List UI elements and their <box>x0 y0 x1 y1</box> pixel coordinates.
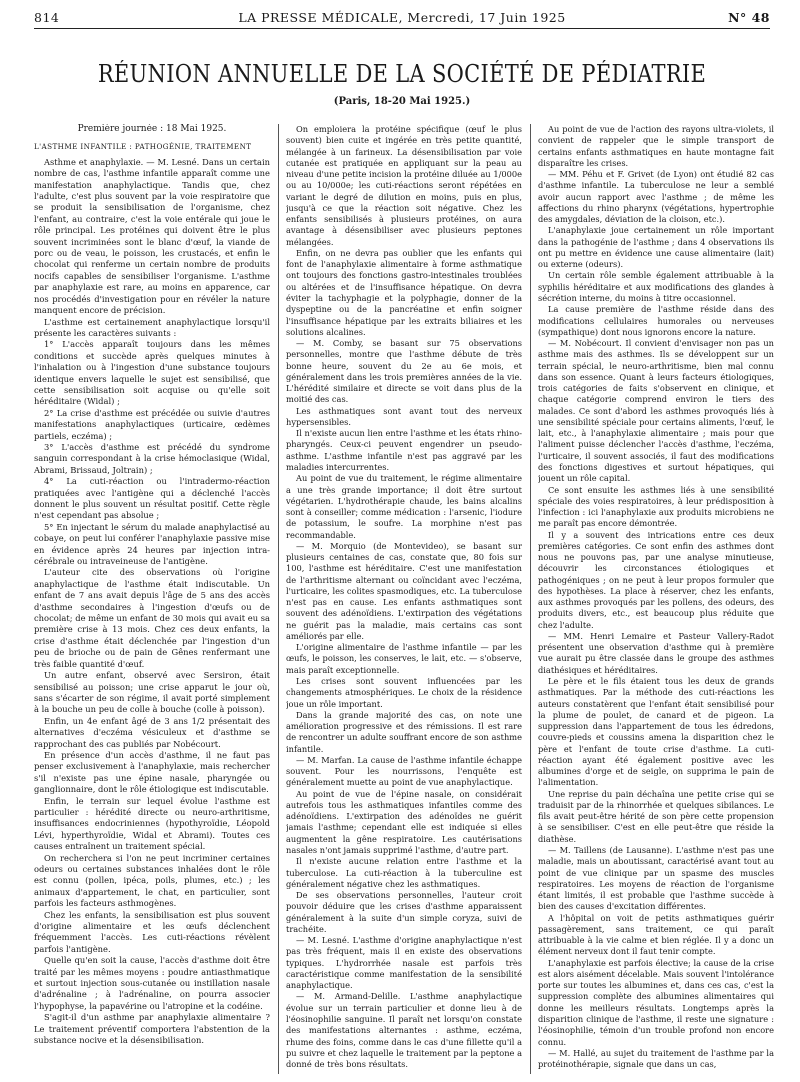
text-column-2 <box>286 124 522 1074</box>
paragraph: — M. Taillens (de Lausanne). L'asthme n'est pas une maladie, mais un aboutissant, caractérisé avant tout au point de vue clinique par un spasme des muscles respiratoires. Les moyens de réaction de l'organisme étant limités, il est probable que l'asthme succède à bien des causes d'excitation différentes. <box>538 845 774 912</box>
paragraph: 4° La cuti-réaction ou l'intradermo-réaction pratiquées avec l'antigène qui a déclenché l'accès donnent le plus souvent un résultat positif. Cette règle n'est cependant pas absolue ; <box>34 476 270 521</box>
paragraph: — M. Morquio (de Montevideo), se basant sur plusieurs centaines de cas, constate que, 80 fois sur 100, l'asthme est héréditaire. C'est une manifestation de l'arthritisme alternant ou coïncidant avec l'eczéma, l'urticaire, les colites spasmodiques, etc. La tuberculose n'est pas en cause. Les enfants asthmatiques sont souvent des adénoïdiens. L'extirpation des végétations ne guérit pas la maladie, mais certains cas sont améliorés par elle. <box>286 540 522 641</box>
article-title: RÉUNION ANNUELLE DE LA SOCIÉTÉ DE PÉDIATRIE <box>97 60 707 88</box>
paragraph: Les crises sont souvent influencées par les changements atmosphériques. Le choix de la résidence joue un rôle important. <box>286 676 522 709</box>
paragraph: Dans la grande majorité des cas, on note une amélioration progressive et des rémissions. Il est rare de rencontrer un adulte souffrant encore de son asthme infantile. <box>286 709 522 754</box>
paragraph: L'auteur cite des observations où l'origine anaphylactique de l'asthme était indiscutable. Un enfant de 7 ans avait depuis l'âge de 5 ans des accès d'asthme secondaires à l'ingestion d'œufs ou de chocolat; de même un enfant de 30 mois qui avait eu sa première crise à 13 mois. Chez ces deux enfants, la crise d'asthme était déclenchée par l'ingestion d'un peu de brioche ou de pain de Gênes renfermant une très faible quantité d'œuf. <box>34 567 270 669</box>
paragraph: — MM. Henri Lemaire et Pasteur Vallery-Radot présentent une observation d'asthme qui à première vue aurait pu être classée dans le groupe des asthmes diathésiques et héréditaires. <box>538 630 774 675</box>
paragraph: 5° En injectant le sérum du malade anaphylactisé au cobaye, on peut lui conférer l'anaphylaxie passive mise en évidence après 24 heures par injection intra-cérébrale ou intraveineuse de l'antigène. <box>34 521 270 567</box>
paragraph: On emploiera la protéine spécifique (œuf le plus souvent) bien cuite et ingérée en très petite quantité, mélangée à un farineux. La désensibilisation par voie cutanée est pratiquée en appliquant sur la peau au niveau d'une petite incision la protéine diluée au 1/000e ou au 10/000e; les cuti-réactions seront répétées en variant le degré de dilution en moins, puis en plus, jusqu'à ce que la réaction soit négative. Chez les enfants sensibilisés à plusieurs protéines, on aura avantage à désensibiliser avec plusieurs peptones mélangées. <box>286 124 522 247</box>
text-column-1 <box>34 124 270 1074</box>
paragraph: Enfin, le terrain sur lequel évolue l'asthme est particulier : hérédité directe ou neuro-arthritisme, insuffisances endocriniennes (hypothyroïdie, Léopold Lévi, hyperthyroïdie, Widal et Abrami). Toutes ces causes entraînent un traitement spécial. <box>34 795 270 852</box>
paragraph: En présence d'un accès d'asthme, il ne faut pas penser exclusivement à l'anaphylaxie, mais rechercher s'il n'existe pas une épine nasale, pharyngée ou ganglionnaire, dont le rôle étiologique est indiscutable. <box>34 749 270 795</box>
paragraph: S'agit-il d'un asthme par anaphylaxie alimentaire ? Le traitement préventif comportera l'abstention de la substance nocive et la désensibilisation. <box>34 1012 270 1046</box>
section-title: L'ASTHME INFANTILE : PATHOGÉNIE, TRAITEMENT <box>34 142 252 152</box>
paragraph: — MM. Péhu et F. Grivet (de Lyon) ont étudié 82 cas d'asthme infantile. La tuberculose ne leur a semblé avoir aucun rapport avec l'asthme ; de même les affections du rhino pharynx (végétations, hypertrophie des amygdales, déviation de la cloison, etc.). <box>538 169 774 225</box>
column-rule <box>530 124 531 1074</box>
paragraph: 1° L'accès apparaît toujours dans les mêmes conditions et succède après quelques minutes à l'inhalation ou à l'ingestion d'une substance toujours identique envers laquelle le sujet est sensibilisé, que cette sensibilisation soit acquise ou qu'elle soit héréditaire (Widal) ; <box>34 339 270 407</box>
paragraph: 2° La crise d'asthme est précédée ou suivie d'autres manifestations anaphylactiques (urticaire, œdèmes partiels, eczéma) ; <box>34 407 270 441</box>
paragraph: De ses observations personnelles, l'auteur croit pouvoir déduire que les crises d'asthme apparaissent généralement à la suite d'un simple coryza, suivi de trachéite. <box>286 890 522 934</box>
paragraph: Au point de vue de l'action des rayons ultra-violets, il convient de rappeler que le simple transport de certains enfants asthmatiques en haute montagne fait disparaître les crises. <box>538 124 774 168</box>
paragraph: Un autre enfant, observé avec Sersiron, était sensibilisé au poisson; une crise apparut le jour où, sans s'écarter de son régime, il avait porté simplement à la bouche un peu de colle à bouche (colle à poisson). <box>34 670 270 715</box>
paragraph: L'anaphylaxie joue certainement un rôle important dans la pathogénie de l'asthme ; dans 4 observations ils ont pu mettre en évidence une cause alimentaire (lait) ou externe (odeurs). <box>538 225 774 270</box>
header-rule <box>34 28 770 29</box>
paragraph: Il n'existe aucun lien entre l'asthme et les états rhino-pharyngés. Ceux-ci peuvent engendrer un pseudo-asthme. L'asthme infantile n'est pas aggravé par les maladies intercurrentes. <box>286 428 522 472</box>
paragraph: Une reprise du pain déchaîna une petite crise qui se traduisit par de la rhinorrhée et quelques sibilances. Le fils avait peut-être hérité de son père cette propension à se sensibiliser. C'est en elle peut-être que réside la diathèse. <box>538 788 774 844</box>
paragraph: On recherchera si l'on ne peut incriminer certaines odeurs ou certaines substances inhalées dont le rôle est connu (pollen, ipéca, poils, plumes, etc.) ; les animaux d'appartement, le chat, en particulier, sont parfois les facteurs asthmogènes. <box>34 852 270 909</box>
paragraph: — M. Hallé, au sujet du traitement de l'asthme par la protéinothérapie, signale que dans un cas, <box>538 1047 774 1070</box>
paragraph: L'asthme est certainement anaphylactique lorsqu'il présente les caractères suivants : <box>34 316 270 338</box>
text-column-3 <box>538 124 774 1074</box>
paragraph: Au point de vue du traitement, le régime alimentaire a une très grande importance; il doit être surtout végétarien. L'hydrothérapie chaude, les bains alcalins sont à conseiller; comme médication : l'arsenic, l'iodure de potassium, le soufre. La morphine n'est pas recommandable. <box>286 473 522 540</box>
paragraph: Il n'existe aucune relation entre l'asthme et la tuberculose. La cuti-réaction à la tuberculine est généralement négative chez les asthmatiques. <box>286 856 522 889</box>
paragraph: Chez les enfants, la sensibilisation est plus souvent d'origine alimentaire et les œufs déclenchent fréquemment l'accès. Les cuti-réactions révèlent parfois l'antigène. <box>34 909 270 954</box>
paragraph: Ce sont ensuite les asthmes liés à une sensibilité spéciale des voies respiratoires, à leur prédisposition à l'infection : ici l'anaphylaxie aux produits microbiens ne me paraît pas encore démontrée. <box>538 484 774 529</box>
paragraph: Le père et le fils étaient tous les deux de grands asthmatiques. Par la méthode des cuti-réactions les auteurs constatèrent que l'enfant était sensibilisé pour la plume de poulet, de canard et de pigeon. La suppression dans l'appartement de tous les édredons, couvre-pieds et coussins amena la disparition chez le père et l'enfant de toute crise d'asthme. La cuti-réaction ayant été également positive avec les albumines d'orge et de seigle, on supprima le pain de l'alimentation. <box>538 676 774 788</box>
paragraph: L'anaphylaxie est parfois élective; la cause de la crise est alors aisément décelable. Mais souvent l'intolérance porte sur toutes les albumines et, dans ces cas, c'est la suppression complète des albumines alimentaires qui donne les meilleurs résultats. Longtemps après la disparition clinique de l'asthme, il reste une signature : l'éosinophilie, témoin d'un trouble profond non encore connu. <box>538 957 774 1047</box>
page-number: 814 <box>34 10 60 25</box>
paragraph: Les asthmatiques sont avant tout des nerveux hypersensibles. <box>286 405 522 427</box>
paragraph: — M. Nobécourt. Il convient d'envisager non pas un asthme mais des asthmes. Ils se développent sur un terrain spécial, le neuro-arthritisme, bien mal connu dans son essence. Quant à leurs facteurs étiologiques, trois catégories de faits s'observent en clinique, et chaque catégorie comprend environ le tiers des malades. Ce sont d'abord les asthmes provoqués liés à une sensibilité spéciale pour certains aliments, l'œuf, le lait, etc., à l'anaphylaxie alimentaire ; mais pour que l'aliment puisse déclencher l'accès d'asthme, l'eczéma, l'urticaire, il souvent associés, il faut des modifications des fonctions digestives et surtout hépatiques, qui jouent un rôle capital. <box>538 338 774 484</box>
issue-number: N° 48 <box>728 10 770 25</box>
paragraph: Quelle qu'en soit la cause, l'accès d'asthme doit être traité par les mêmes moyens : poudre antiasthmatique et surtout injection sous-cutanée ou instillation nasale d'adrénaline ; à l'adrénaline, on pourra associer l'hypophyse, la papavérine ou l'atropine et la codéine. <box>34 955 270 1011</box>
paragraph: Asthme et anaphylaxie. — M. Lesné. Dans un certain nombre de cas, l'asthme infantile apparaît comme une manifestation anaphylactique. Tandis que, chez l'adulte, c'est plus souvent par la voie respiratoire que se produit la sensibilisation de l'organisme, chez l'enfant, au contraire, c'est la voie entérale qui joue le rôle principal. Les protéines qui doivent être le plus souvent incriminées sont le blanc d'œuf, la viande de porc ou de veau, le poisson, les crustacés, et enfin le chocolat qui renferme un certain nombre de produits nocifs capables de sensibiliser l'organisme. L'asthme par anaphylaxie est rare, au moins en apparence, car nos procédés d'investigation pour en révéler la nature manquent encore de précision. <box>34 156 270 316</box>
paragraph: — M. Armand-Delille. L'asthme anaphylactique évolue sur un terrain particulier et donne lieu à de l'éosinophilie sanguine. Il paraît net lorsqu'on constate des manifestations alternantes : asthme, eczéma, rhume des foins, comme dans le cas d'une fillette qu'il a pu suivre et chez laquelle le traitement par la peptone a donné de très bons résultats. <box>286 991 522 1070</box>
paragraph: Enfin, un 4e enfant âgé de 3 ans 1/2 présentait des alternatives d'eczéma vésiculeux et d'asthme se rapprochant des cas publiés par Nobécourt. <box>34 715 270 749</box>
running-head <box>34 8 770 30</box>
article-subtitle: (Paris, 18-20 Mai 1925.) <box>333 96 471 107</box>
paragraph: Au point de vue de l'épine nasale, on considérait autrefois tous les asthmatiques infantiles comme des adénoïdiens. L'extirpation des adénoïdes ne guérit jamais l'asthme; cependant elle est indiquée si elles augmentent la gêne respiratoire. Les cautérisations nasales n'ont jamais supprimé l'asthme, d'autre part. <box>286 788 522 855</box>
paragraph: Enfin, on ne devra pas oublier que les enfants qui font de l'anaphylaxie alimentaire à forme asthmatique ont toujours des fonctions gastro-intestinales troublées ou altérées et de l'insuffisance hépatique. On devra éviter la tachyphagie et la polyphagie, donner de la dyspeptine ou de la pancréatine et enfin soigner l'insuffisance hépatique par les extraits biliaires et les solutions alcalines. <box>286 247 522 337</box>
column-rule <box>278 124 279 1074</box>
journal-title: LA PRESSE MÉDICALE, Mercredi, 17 Juin 1925 <box>238 10 566 25</box>
paragraph: — M. Comby, se basant sur 75 observations personnelles, montre que l'asthme débute de très bonne heure, souvent du 2e au 6e mois, et généralement dans les trois premières années de la vie. L'hérédité similaire et directe se voit dans plus de la moitié des cas. <box>286 338 522 405</box>
paragraph: — M. Lesné. L'asthme d'origine anaphylactique n'est pas très fréquent, mais il en existe des observations typiques. L'hydrorrhée nasale est parfois très caractéristique comme manifestation de la sensibilité anaphylactique. <box>286 935 522 991</box>
paragraph: L'origine alimentaire de l'asthme infantile — par les œufs, le poisson, les conserves, le lait, etc. — s'observe, mais paraît exceptionnelle. <box>286 642 522 675</box>
paragraph: 3° L'accès d'asthme est précédé du syndrome sanguin correspondant à la crise hémoclasique (Widal, Abrami, Brissaud, Joltrain) ; <box>34 441 270 475</box>
paragraph: La cause première de l'asthme réside dans des modifications cellulaires humorales ou nerveuses (sympathique) dont nous ignorons encore la nature. <box>538 304 774 337</box>
paragraph: Un certain rôle semble également attribuable à la syphilis héréditaire et aux modifications des glandes à sécrétion interne, du moins à titre occasionnel. <box>538 270 774 303</box>
paragraph: A l'hôpital on voit de petits asthmatiques guérir passagèrement, sans traitement, ce qui paraît attribuable à la vie calme et bien réglée. Il y a donc un élément nerveux dont il faut tenir compte. <box>538 912 774 957</box>
paragraph: — M. Marfan. La cause de l'asthme infantile échappe souvent. Pour les nourrissons, l'enquête est généralement muette au point de vue anaphylactique. <box>286 754 522 788</box>
session-label: Première journée : 18 Mai 1925. <box>77 124 227 134</box>
paragraph: Il y a souvent des intrications entre ces deux premières catégories. Ce sont enfin des asthmes dont nous ne pouvons pas, par une analyse minutieuse, découvrir les circonstances étiologiques et pathogéniques ; on ne peut à leur propos formuler que des hypothèses. La place à réserver, chez les enfants, aux asthmes provoqués par les pollens, des odeurs, des produits divers, etc., est beaucoup plus réduite que chez l'adulte. <box>538 529 774 630</box>
